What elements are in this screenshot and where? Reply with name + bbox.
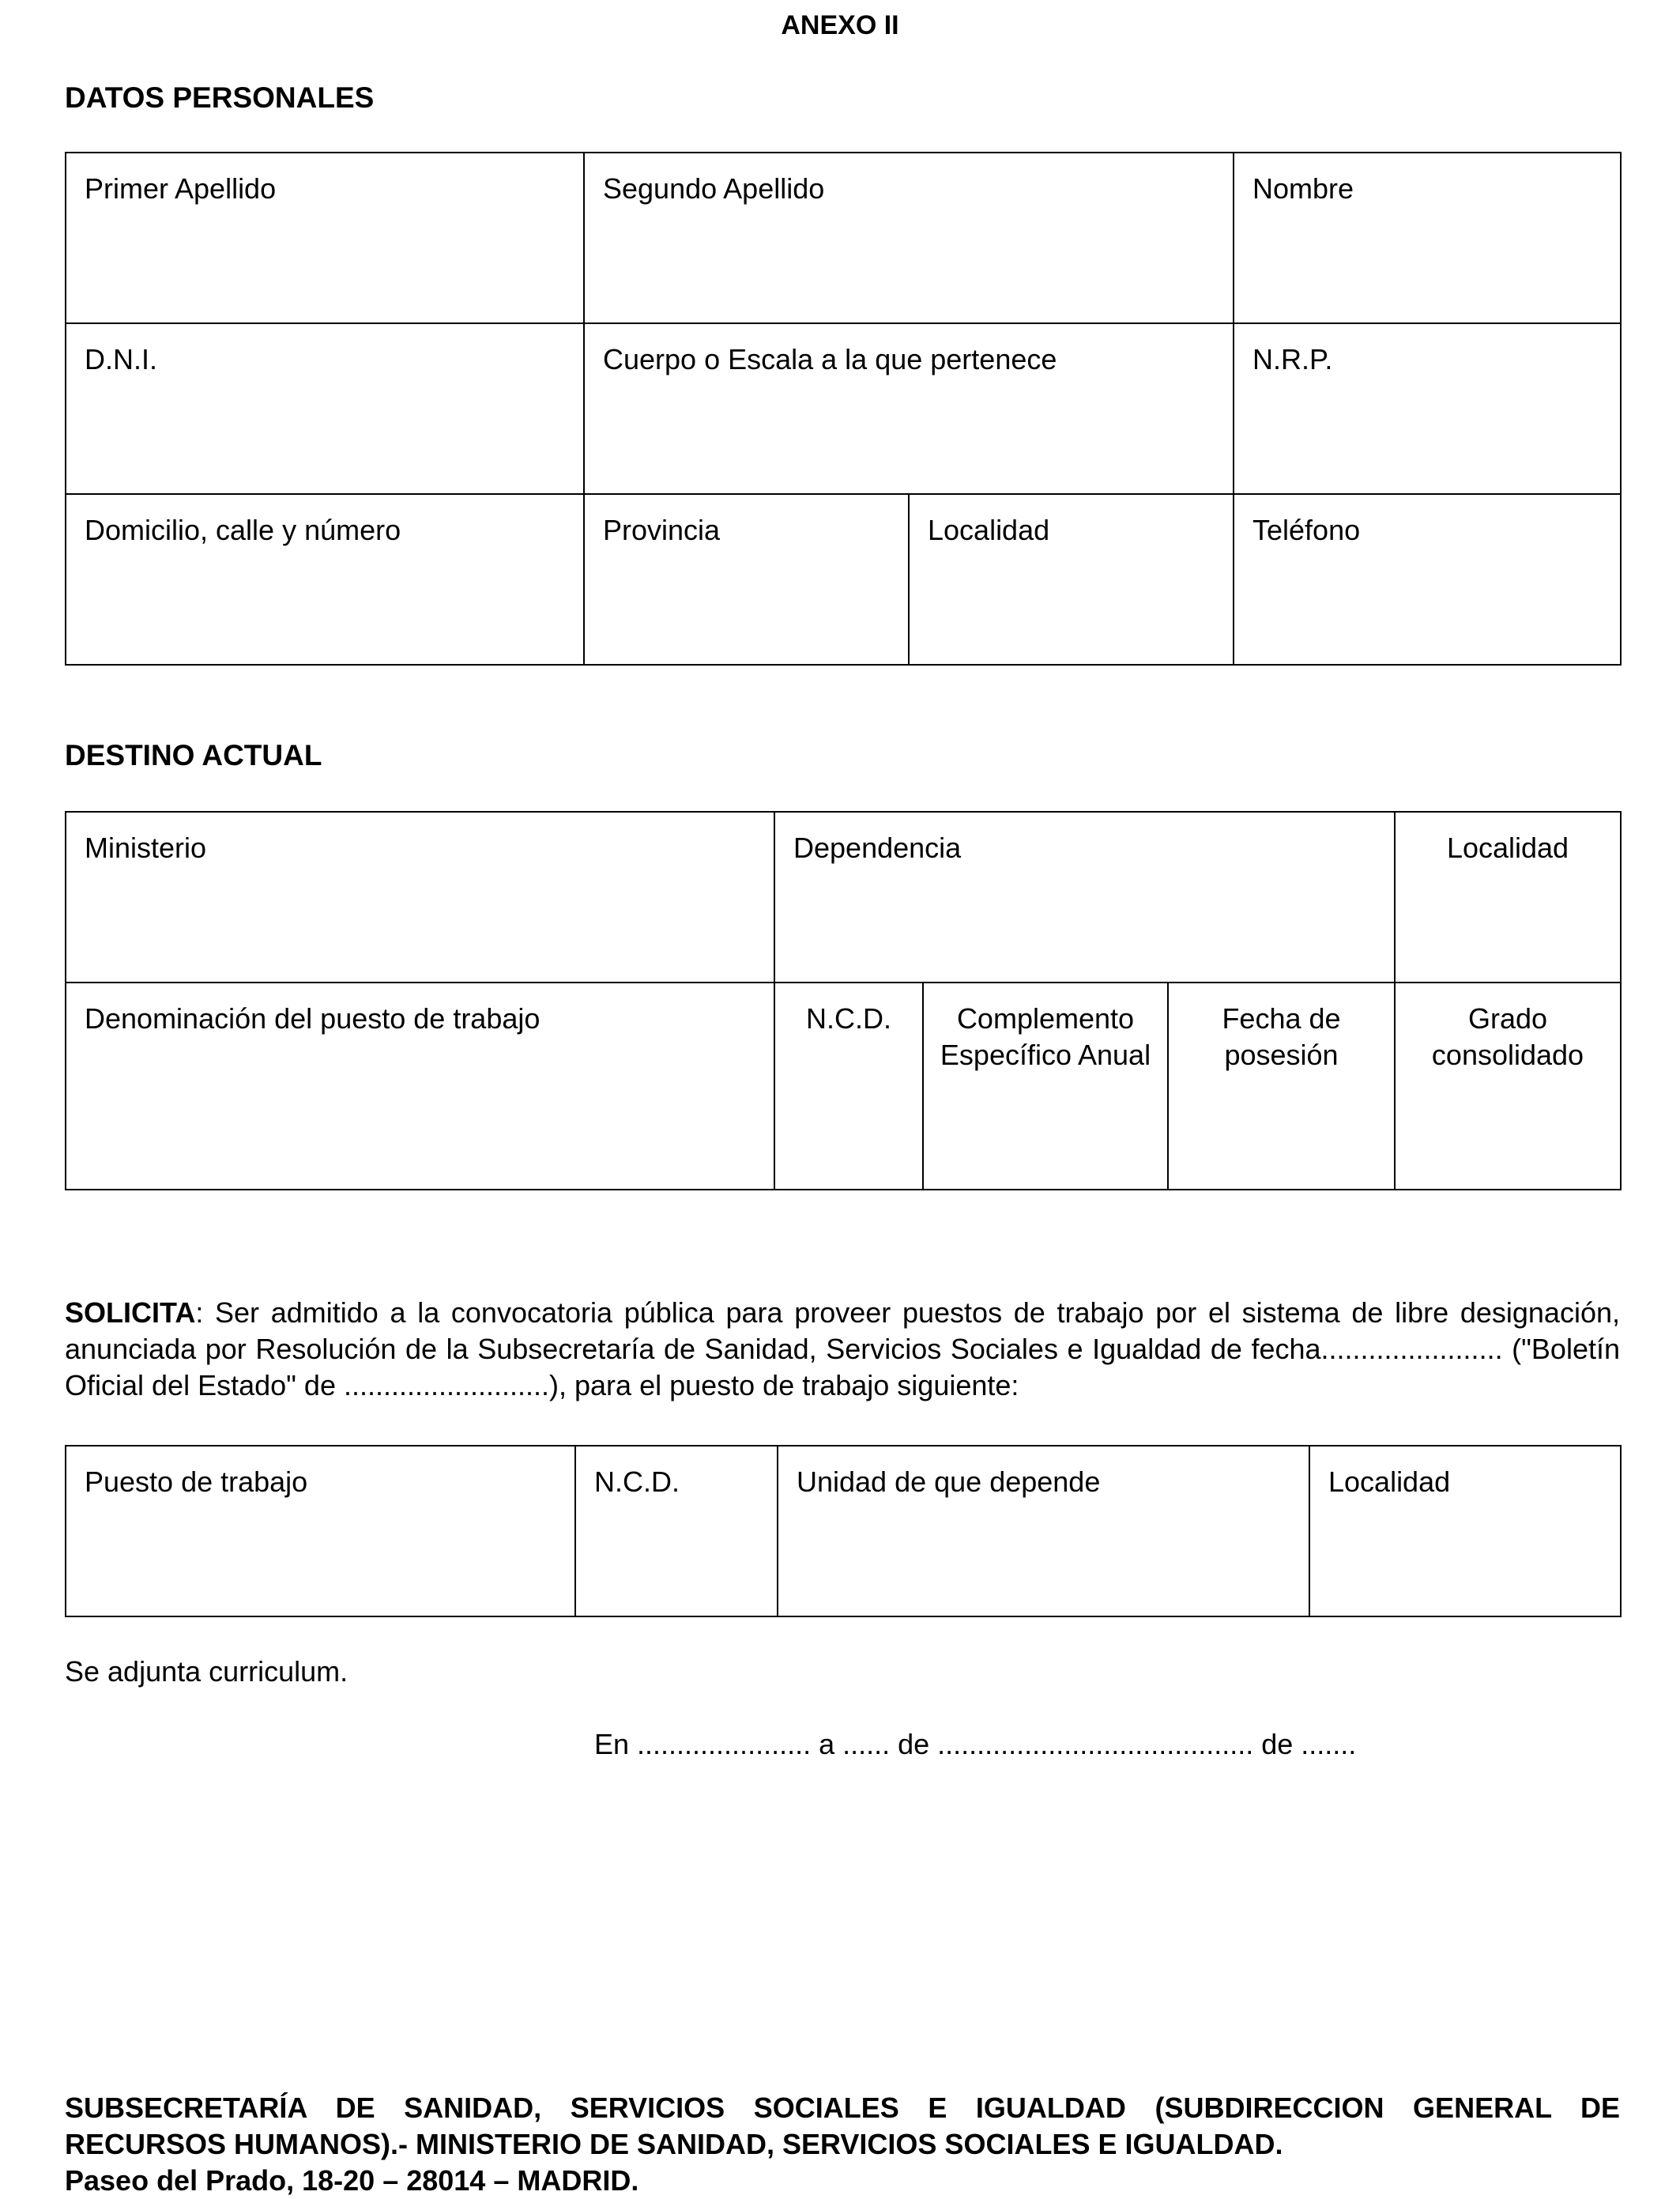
field-dependencia[interactable]: Dependencia <box>774 812 1395 983</box>
adjunta-curriculum: Se adjunta curriculum. <box>65 1655 348 1688</box>
field-cuerpo-escala[interactable]: Cuerpo o Escala a la que pertenece <box>584 323 1234 494</box>
field-denominacion-puesto[interactable]: Denominación del puesto de trabajo <box>66 983 774 1190</box>
field-provincia[interactable]: Provincia <box>584 494 909 665</box>
field-primer-apellido[interactable]: Primer Apellido <box>66 153 584 323</box>
field-fecha-posesion[interactable]: Fecha de posesión <box>1168 983 1395 1190</box>
destino-actual-table <box>65 811 1622 1190</box>
field-ministerio[interactable]: Ministerio <box>66 812 774 983</box>
field-dni[interactable]: D.N.I. <box>66 323 584 494</box>
field-localidad[interactable]: Localidad <box>909 494 1234 665</box>
solicita-label: SOLICITA <box>65 1296 196 1329</box>
footer-line-3: Paseo del Prado, 18-20 – 28014 – MADRID. <box>65 2164 639 2197</box>
field-domicilio[interactable]: Domicilio, calle y número <box>66 494 584 665</box>
footer-line-2: RECURSOS HUMANOS).- MINISTERIO DE SANIDAD, SERVICIOS SOCIALES E IGUALDAD. <box>65 2128 1283 2160</box>
field-nombre[interactable]: Nombre <box>1234 153 1621 323</box>
field-grado-consolidado[interactable]: Grado consolidado <box>1395 983 1621 1190</box>
field-ncd[interactable]: N.C.D. <box>774 983 923 1190</box>
field-puesto-trabajo[interactable]: Puesto de trabajo <box>66 1446 575 1616</box>
field-destino-localidad[interactable]: Localidad <box>1395 812 1621 983</box>
solicita-paragraph <box>65 1295 1620 1404</box>
footer-line-1: SUBSECRETARÍA DE SANIDAD, SERVICIOS SOCIALES E IGUALDAD (SUBDIRECCION GENERAL DE <box>65 2092 1620 2124</box>
section-title-destino-actual: DESTINO ACTUAL <box>65 739 322 771</box>
field-segundo-apellido[interactable]: Segundo Apellido <box>584 153 1234 323</box>
puesto-solicitado-table <box>65 1445 1622 1617</box>
field-puesto-localidad[interactable]: Localidad <box>1309 1446 1621 1616</box>
field-nrp[interactable]: N.R.P. <box>1234 323 1621 494</box>
fecha-lugar-line[interactable]: En ...................... a ...... de ........................................ de ....... <box>594 1728 1357 1760</box>
datos-personales-table <box>65 152 1622 666</box>
field-unidad-depende[interactable]: Unidad de que depende <box>778 1446 1309 1616</box>
field-complemento-especifico[interactable]: Complemento Específico Anual <box>923 983 1168 1190</box>
field-telefono[interactable]: Teléfono <box>1234 494 1621 665</box>
field-puesto-ncd[interactable]: N.C.D. <box>575 1446 778 1616</box>
section-title-datos-personales: DATOS PERSONALES <box>65 81 375 114</box>
solicita-text: : Ser admitido a la convocatoria pública para proveer puestos de trabajo por el sistema de libre designación, anunciada por Resolución de la Subsecretaría de Sanidad, Servicios Sociales e Igualdad de fecha....................... ("Boletín Oficial del Estado" de ..........................), para el puesto de trabajo siguiente: <box>65 1296 1620 1401</box>
footer-address <box>65 2090 1620 2199</box>
annex-title: ANEXO II <box>781 10 899 40</box>
